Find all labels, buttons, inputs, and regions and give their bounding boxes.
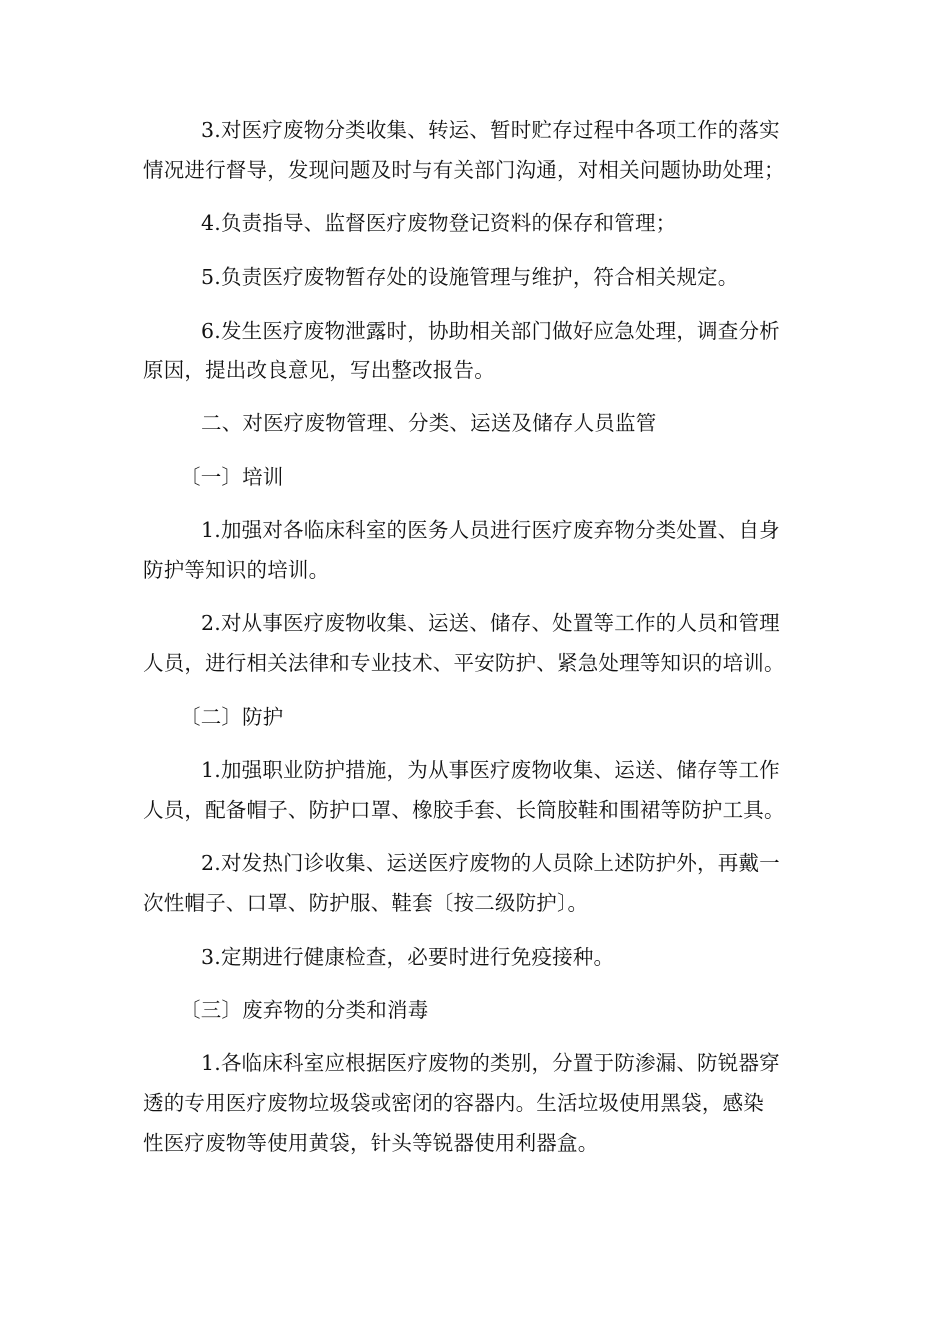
paragraph-line: 1.加强职业防护措施，为从事医疗废物收集、运送、储存等工作: [201, 758, 780, 782]
paragraph-line: 3.对医疗废物分类收集、转运、暂时贮存过程中各项工作的落实: [201, 118, 780, 142]
paragraph-line: 情况进行督导，发现问题及时与有关部门沟通，对相关问题协助处理；: [143, 158, 785, 182]
subsection-heading: 〔三〕废弃物的分类和消毒: [180, 998, 429, 1022]
paragraph-line: 人员，配备帽子、防护口罩、橡胶手套、长筒胶鞋和围裙等防护工具。: [143, 798, 785, 822]
paragraph-line: 1.加强对各临床科室的医务人员进行医疗废弃物分类处置、自身: [201, 518, 780, 542]
paragraph-line: 2.对从事医疗废物收集、运送、储存、处置等工作的人员和管理: [201, 611, 780, 635]
subsection-heading: 〔一〕培训: [180, 465, 284, 489]
paragraph-line: 3.定期进行健康检查，必要时进行免疫接种。: [201, 945, 615, 969]
paragraph-line: 1.各临床科室应根据医疗废物的类别，分置于防渗漏、防锐器穿: [201, 1051, 780, 1075]
paragraph-line: 透的专用医疗废物垃圾袋或密闭的容器内。生活垃圾使用黑袋，感染: [143, 1091, 764, 1115]
paragraph-line: 5.负责医疗废物暂存处的设施管理与维护，符合相关规定。: [201, 265, 739, 289]
paragraph-line: 4.负责指导、监督医疗废物登记资料的保存和管理；: [201, 211, 677, 235]
paragraph-line: 性医疗废物等使用黄袋，针头等锐器使用利器盒。: [143, 1131, 599, 1155]
paragraph-line: 人员，进行相关法律和专业技术、平安防护、紧急处理等知识的培训。: [143, 651, 785, 675]
paragraph-line: 原因，提出改良意见，写出整改报告。: [143, 358, 495, 382]
paragraph-line: 2.对发热门诊收集、运送医疗废物的人员除上述防护外，再戴一: [201, 851, 780, 875]
section-heading: 二、对医疗废物管理、分类、运送及储存人员监管: [201, 411, 657, 435]
paragraph-line: 6.发生医疗废物泄露时，协助相关部门做好应急处理，调查分析: [201, 319, 780, 343]
subsection-heading: 〔二〕防护: [180, 705, 284, 729]
paragraph-line: 防护等知识的培训。: [143, 558, 330, 582]
paragraph-line: 次性帽子、口罩、防护服、鞋套〔按二级防护〕。: [143, 891, 589, 915]
